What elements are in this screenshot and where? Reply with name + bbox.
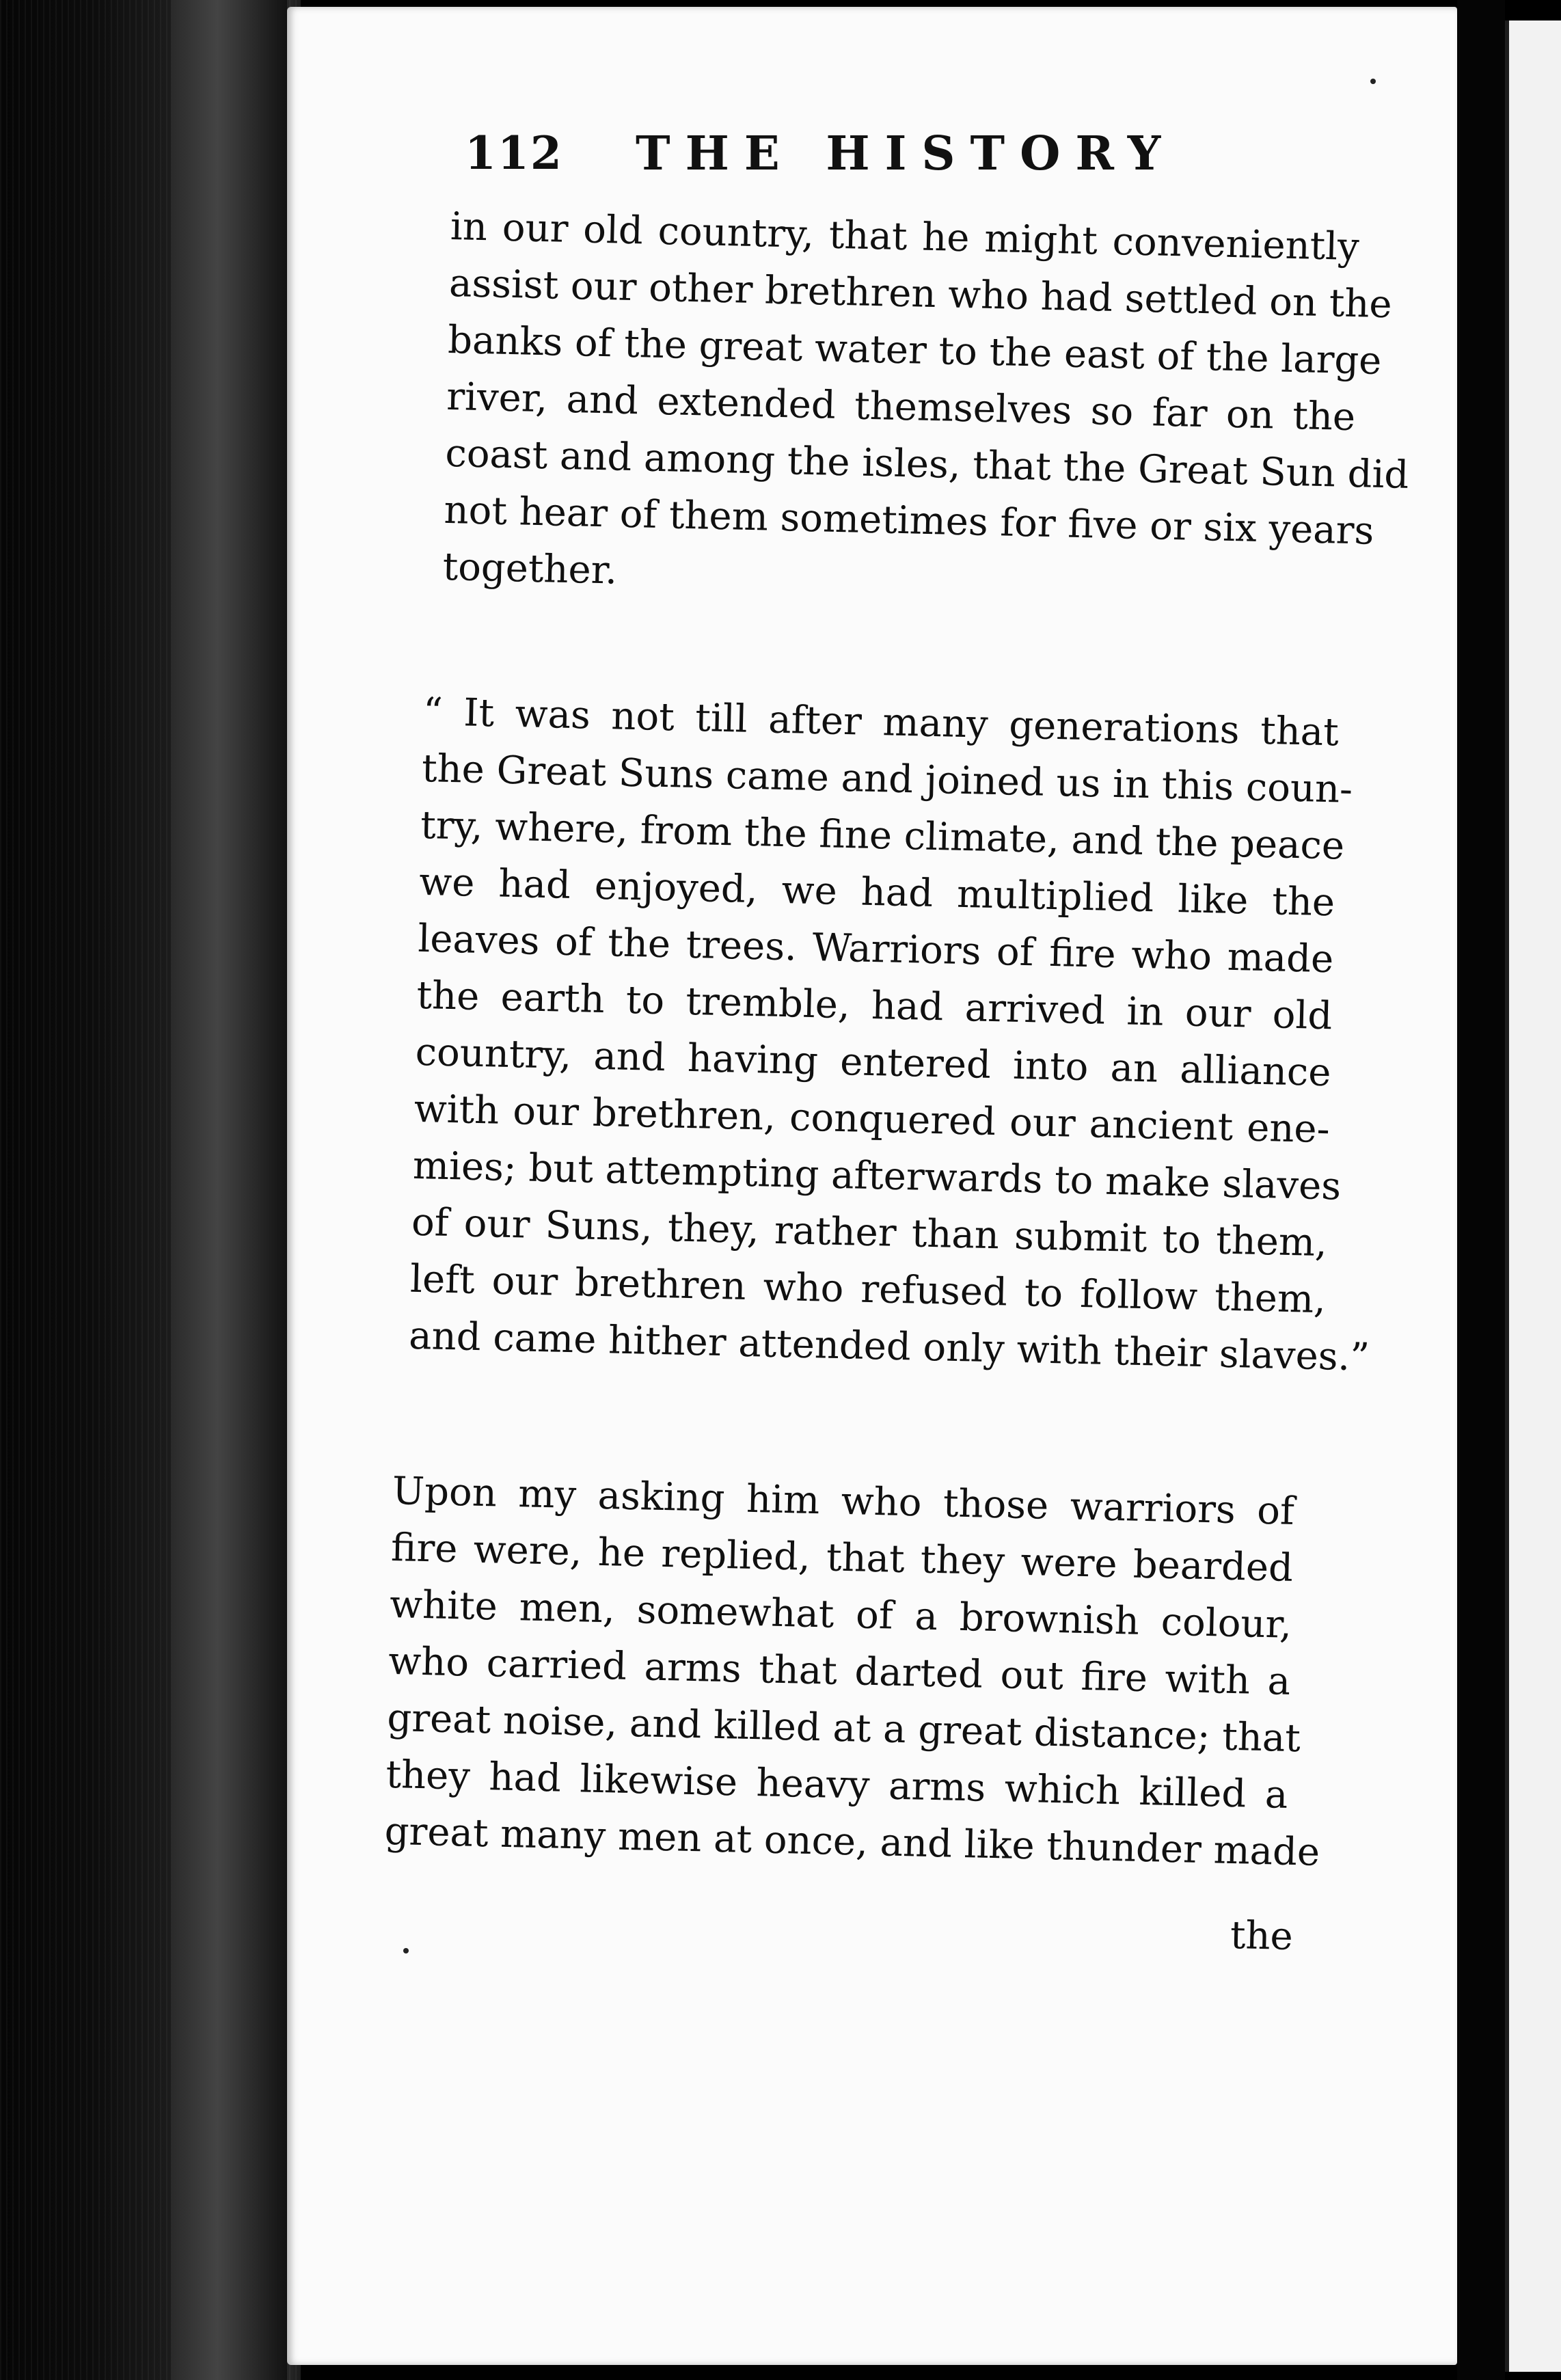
text-line: Upon my asking him who those warriors of (392, 1468, 1295, 1534)
text-line: great many men at once, and like thunder made (384, 1809, 1320, 1875)
text-line: leaves of the trees. Warriors of fire who made (417, 916, 1334, 982)
page-gap (1457, 0, 1505, 2380)
text-line: mies; but attempting afterwards to make slaves (412, 1143, 1342, 1209)
paragraph-3 (384, 1463, 1320, 1880)
text-line: of our Suns, they, rather than submit to them, (411, 1200, 1328, 1266)
text-line: we had enjoyed, we had multiplied like the (418, 859, 1335, 925)
text-line: try, where, from the fine climate, and the peace (420, 802, 1345, 869)
text-line: not hear of them sometimes for five or six years (443, 487, 1374, 554)
spine-edge (171, 0, 287, 2380)
text-line: banks of the great water to the east of the large (447, 317, 1383, 383)
text-line: and came hither attended only with their slaves.” (408, 1313, 1370, 1380)
text-line: who carried arms that darted out fire with a (388, 1638, 1291, 1704)
catchword: the (1230, 1912, 1294, 1960)
text-line: with our brethren, conquered our ancient ene- (413, 1086, 1331, 1152)
ink-speck (1370, 79, 1376, 84)
text-line: country, and having entered into an alliance (415, 1029, 1332, 1096)
text-line: assist our other brethren who had settled on the (448, 260, 1393, 327)
text-line: the earth to tremble, had arrived in our old (416, 973, 1333, 1039)
text-line: left our brethren who refused to follow them, (409, 1256, 1327, 1323)
text-line: coast and among the isles, that the Great Sun did (444, 431, 1409, 498)
text-line: great noise, and killed at a great distance; that (386, 1695, 1301, 1761)
text-line: fire were, he replied, that they were bearded (390, 1525, 1294, 1591)
paragraph-2 (408, 684, 1370, 1385)
text-line: white men, somewhat of a brownish colour, (389, 1582, 1292, 1647)
page-heading: THE HISTORY (636, 126, 1176, 181)
next-page-edge (1505, 21, 1561, 2372)
page-number: 112 (465, 126, 563, 180)
text-line: the Great Suns came and joined us in this coun- (421, 746, 1353, 812)
text-line: in our old country, that he might conveniently (450, 204, 1360, 270)
text-line: they had likewise heavy arms which killed a (385, 1752, 1289, 1817)
text-line: together. (442, 544, 618, 593)
running-head (465, 126, 1271, 208)
text-line: river, and extended themselves so far on the (446, 374, 1356, 440)
text-line: “ It was not till after many generations that (422, 689, 1340, 755)
ink-speck (403, 1948, 409, 1953)
paragraph-1 (442, 198, 1409, 616)
